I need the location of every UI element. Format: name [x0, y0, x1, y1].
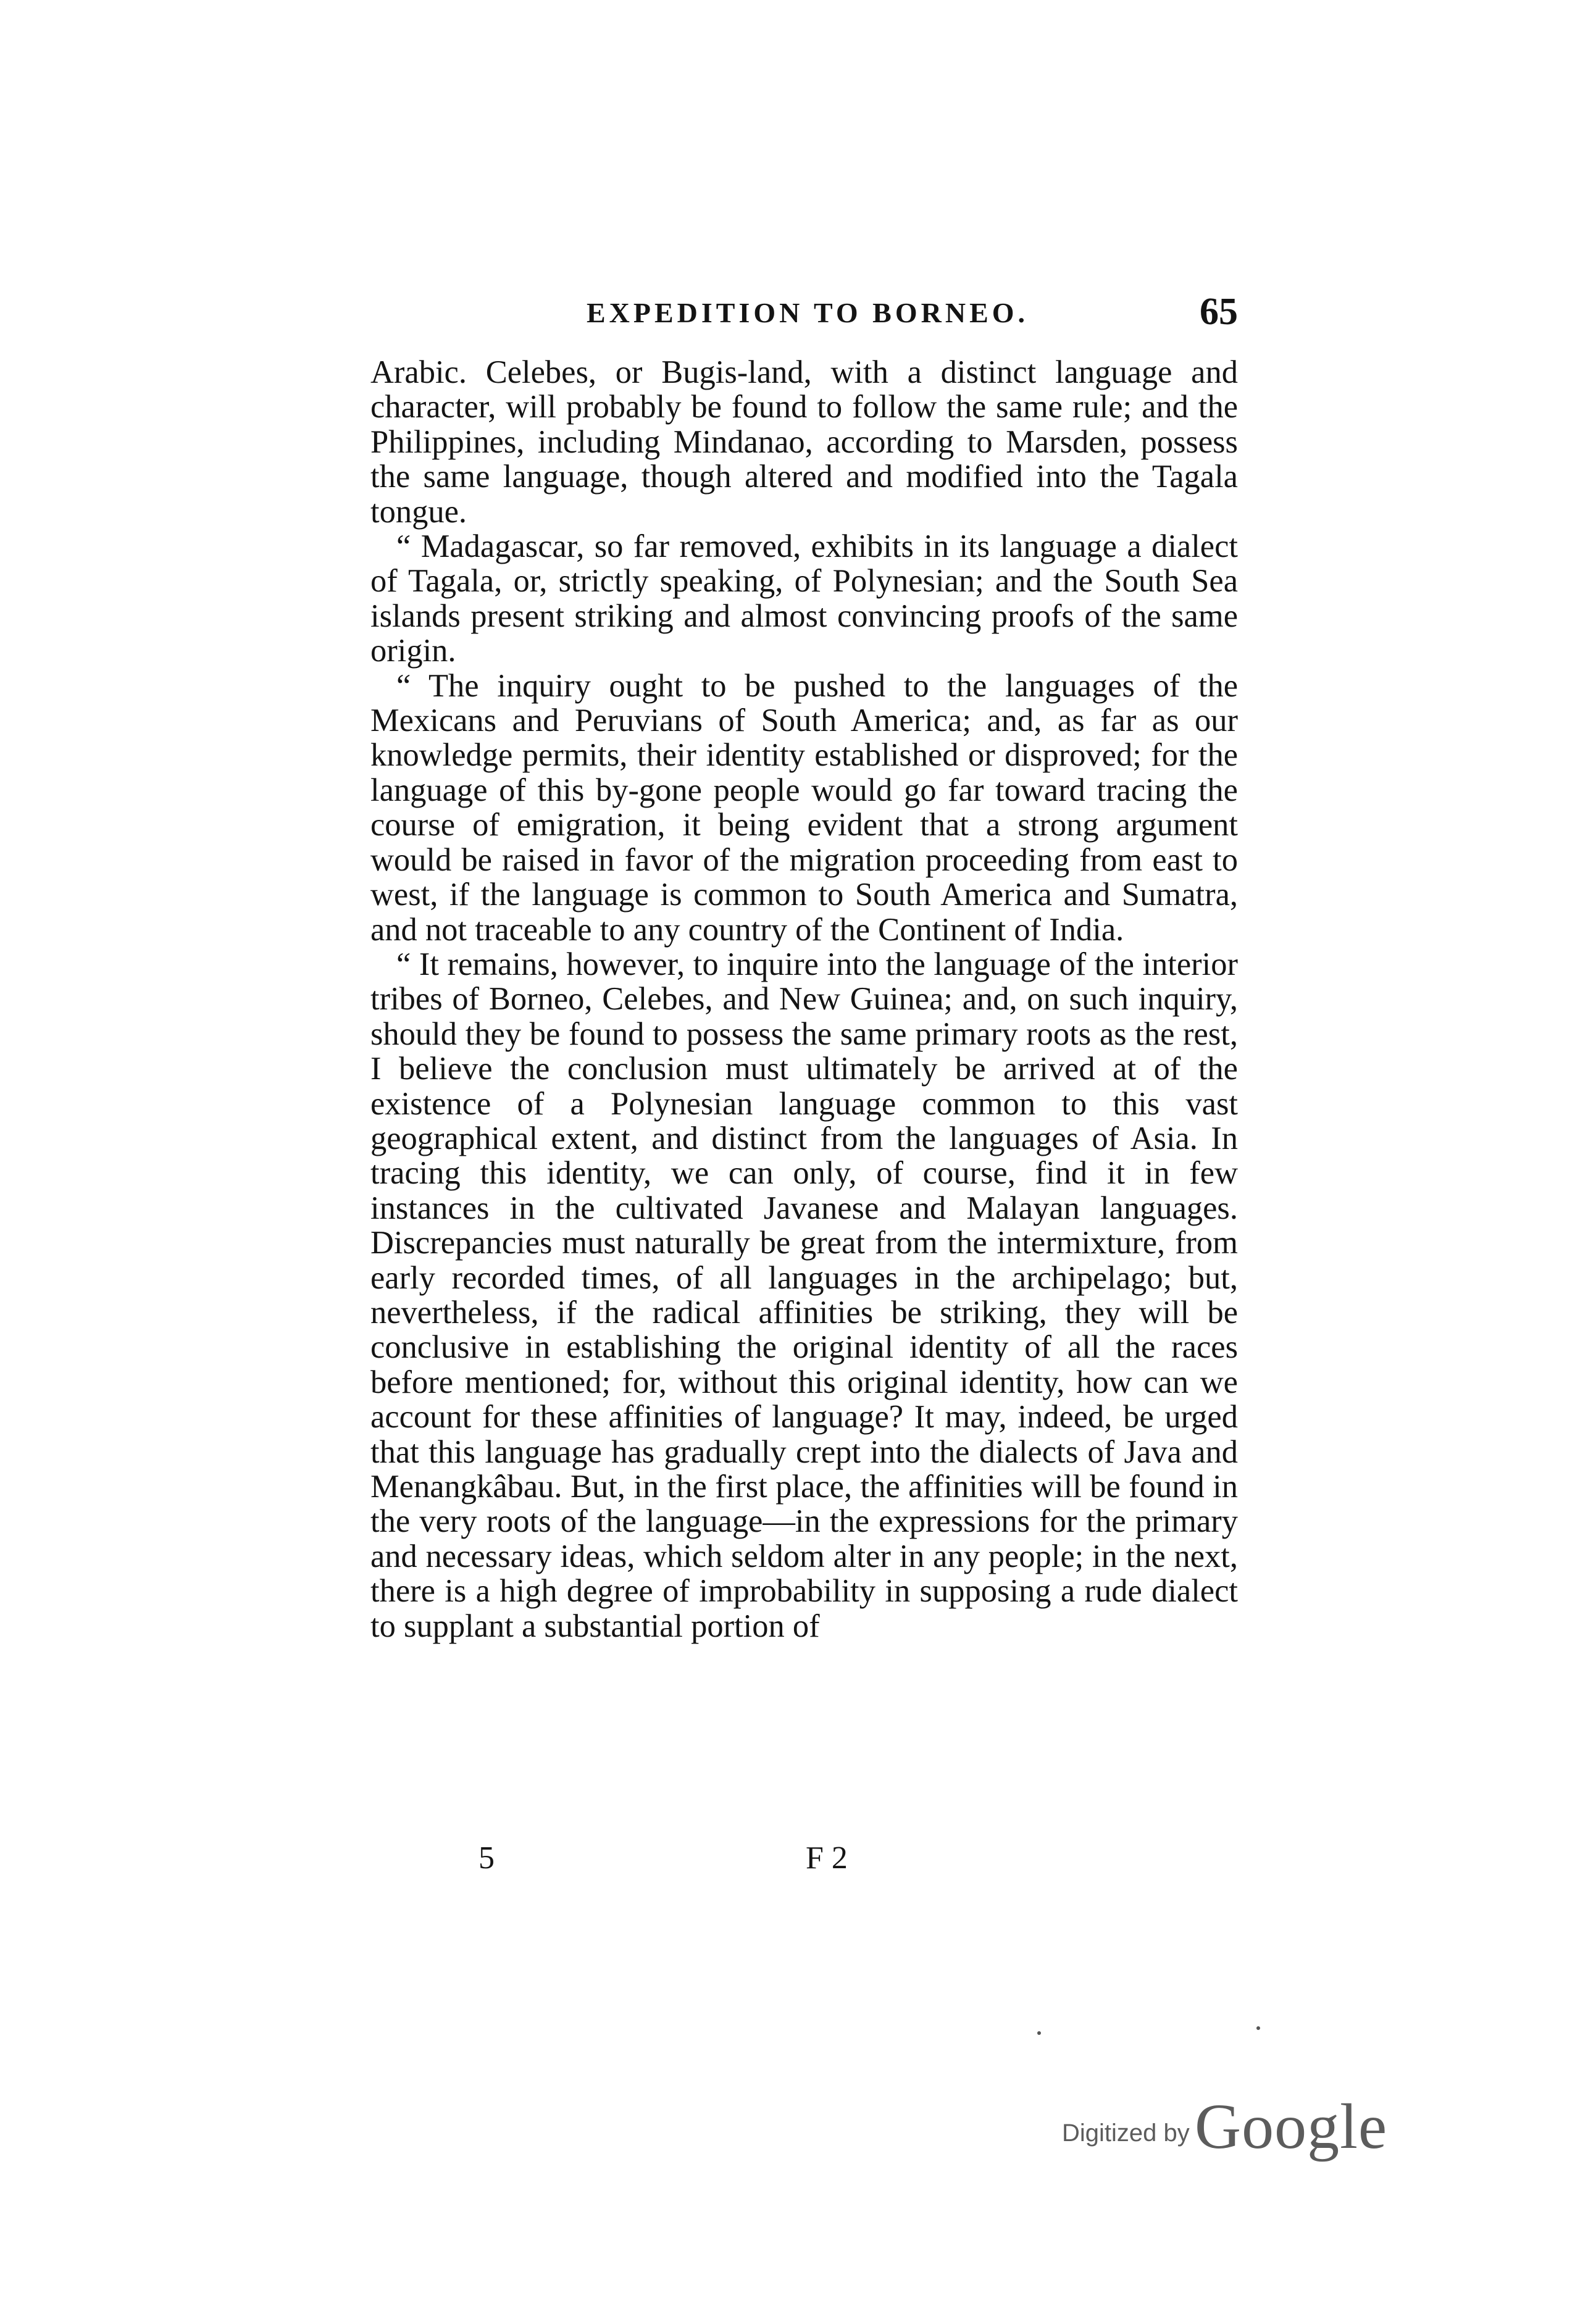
print-speck	[1256, 2026, 1260, 2030]
body-text	[370, 355, 1238, 1643]
paragraph-4: “ It remains, however, to inquire into the language of the interior tribes of Borneo, Celebes, and New Guinea; and, on such inquiry, should they be found to possess the same primary roots as the rest, I believe the conclusion must ultimately be arrived at of the existence of a Polynesian language common to this vast geographical extent, and distinct from the languages of Asia. In tracing this identity, we can only, of course, find it in few instances in the cultivated Javanese and Malayan languages. Discrepancies must naturally be great from the intermixture, from early recorded times, of all languages in the archipelago; but, nevertheless, if the radical affinities be striking, they will be conclusive in establishing the original identity of all the races before mentioned; for, without this original identity, how can we account for these affinities of language? It may, indeed, be urged that this language has gradually crept into the dialects of Java and Menangkâbau. But, in the first place, the affinities will be found in the very roots of the language—in the expressions for the primary and necessary ideas, which seldom alter in any people; in the next, there is a high degree of improbability in supposing a rude dialect to supplant a substantial portion of	[370, 946, 1238, 1644]
signature-number: 5	[478, 1840, 495, 1876]
paragraph-1: Arabic. Celebes, or Bugis-land, with a distinct language and character, will probably be found to follow the same rule; and the Philippines, including Mindanao, according to Marsden, possess the same language, though altered and modified into the Tagala tongue.	[370, 354, 1238, 530]
digitized-watermark	[1062, 2090, 1445, 2164]
watermark-prefix: Digitized by	[1062, 2119, 1190, 2147]
paragraph-2: “ Madagascar, so far removed, exhibits in its language a dialect of Tagala, or, strictly speaking, of Polynesian; and the South Sea islands present striking and almost convincing proofs of the same origin.	[370, 528, 1238, 669]
google-logo: Google	[1195, 2091, 1388, 2162]
signature-line	[370, 1840, 1238, 1883]
running-title: EXPEDITION TO BORNEO.	[587, 297, 1029, 328]
print-speck	[1037, 2031, 1041, 2035]
paragraph-3: “ The inquiry ought to be pushed to the languages of the Mexicans and Peruvians of South America; and, as far as our knowledge permits, their identity established or disproved; for the language of this by-gone people would go far toward tracing the course of emigration, it being evident that a strong argument would be raised in favor of the migration proceeding from east to west, if the language is common to South America and Sumatra, and not traceable to any country of the Continent of India.	[370, 667, 1238, 948]
signature-mark: F 2	[806, 1840, 848, 1876]
running-header	[370, 290, 1238, 340]
page-number: 65	[1200, 291, 1238, 333]
